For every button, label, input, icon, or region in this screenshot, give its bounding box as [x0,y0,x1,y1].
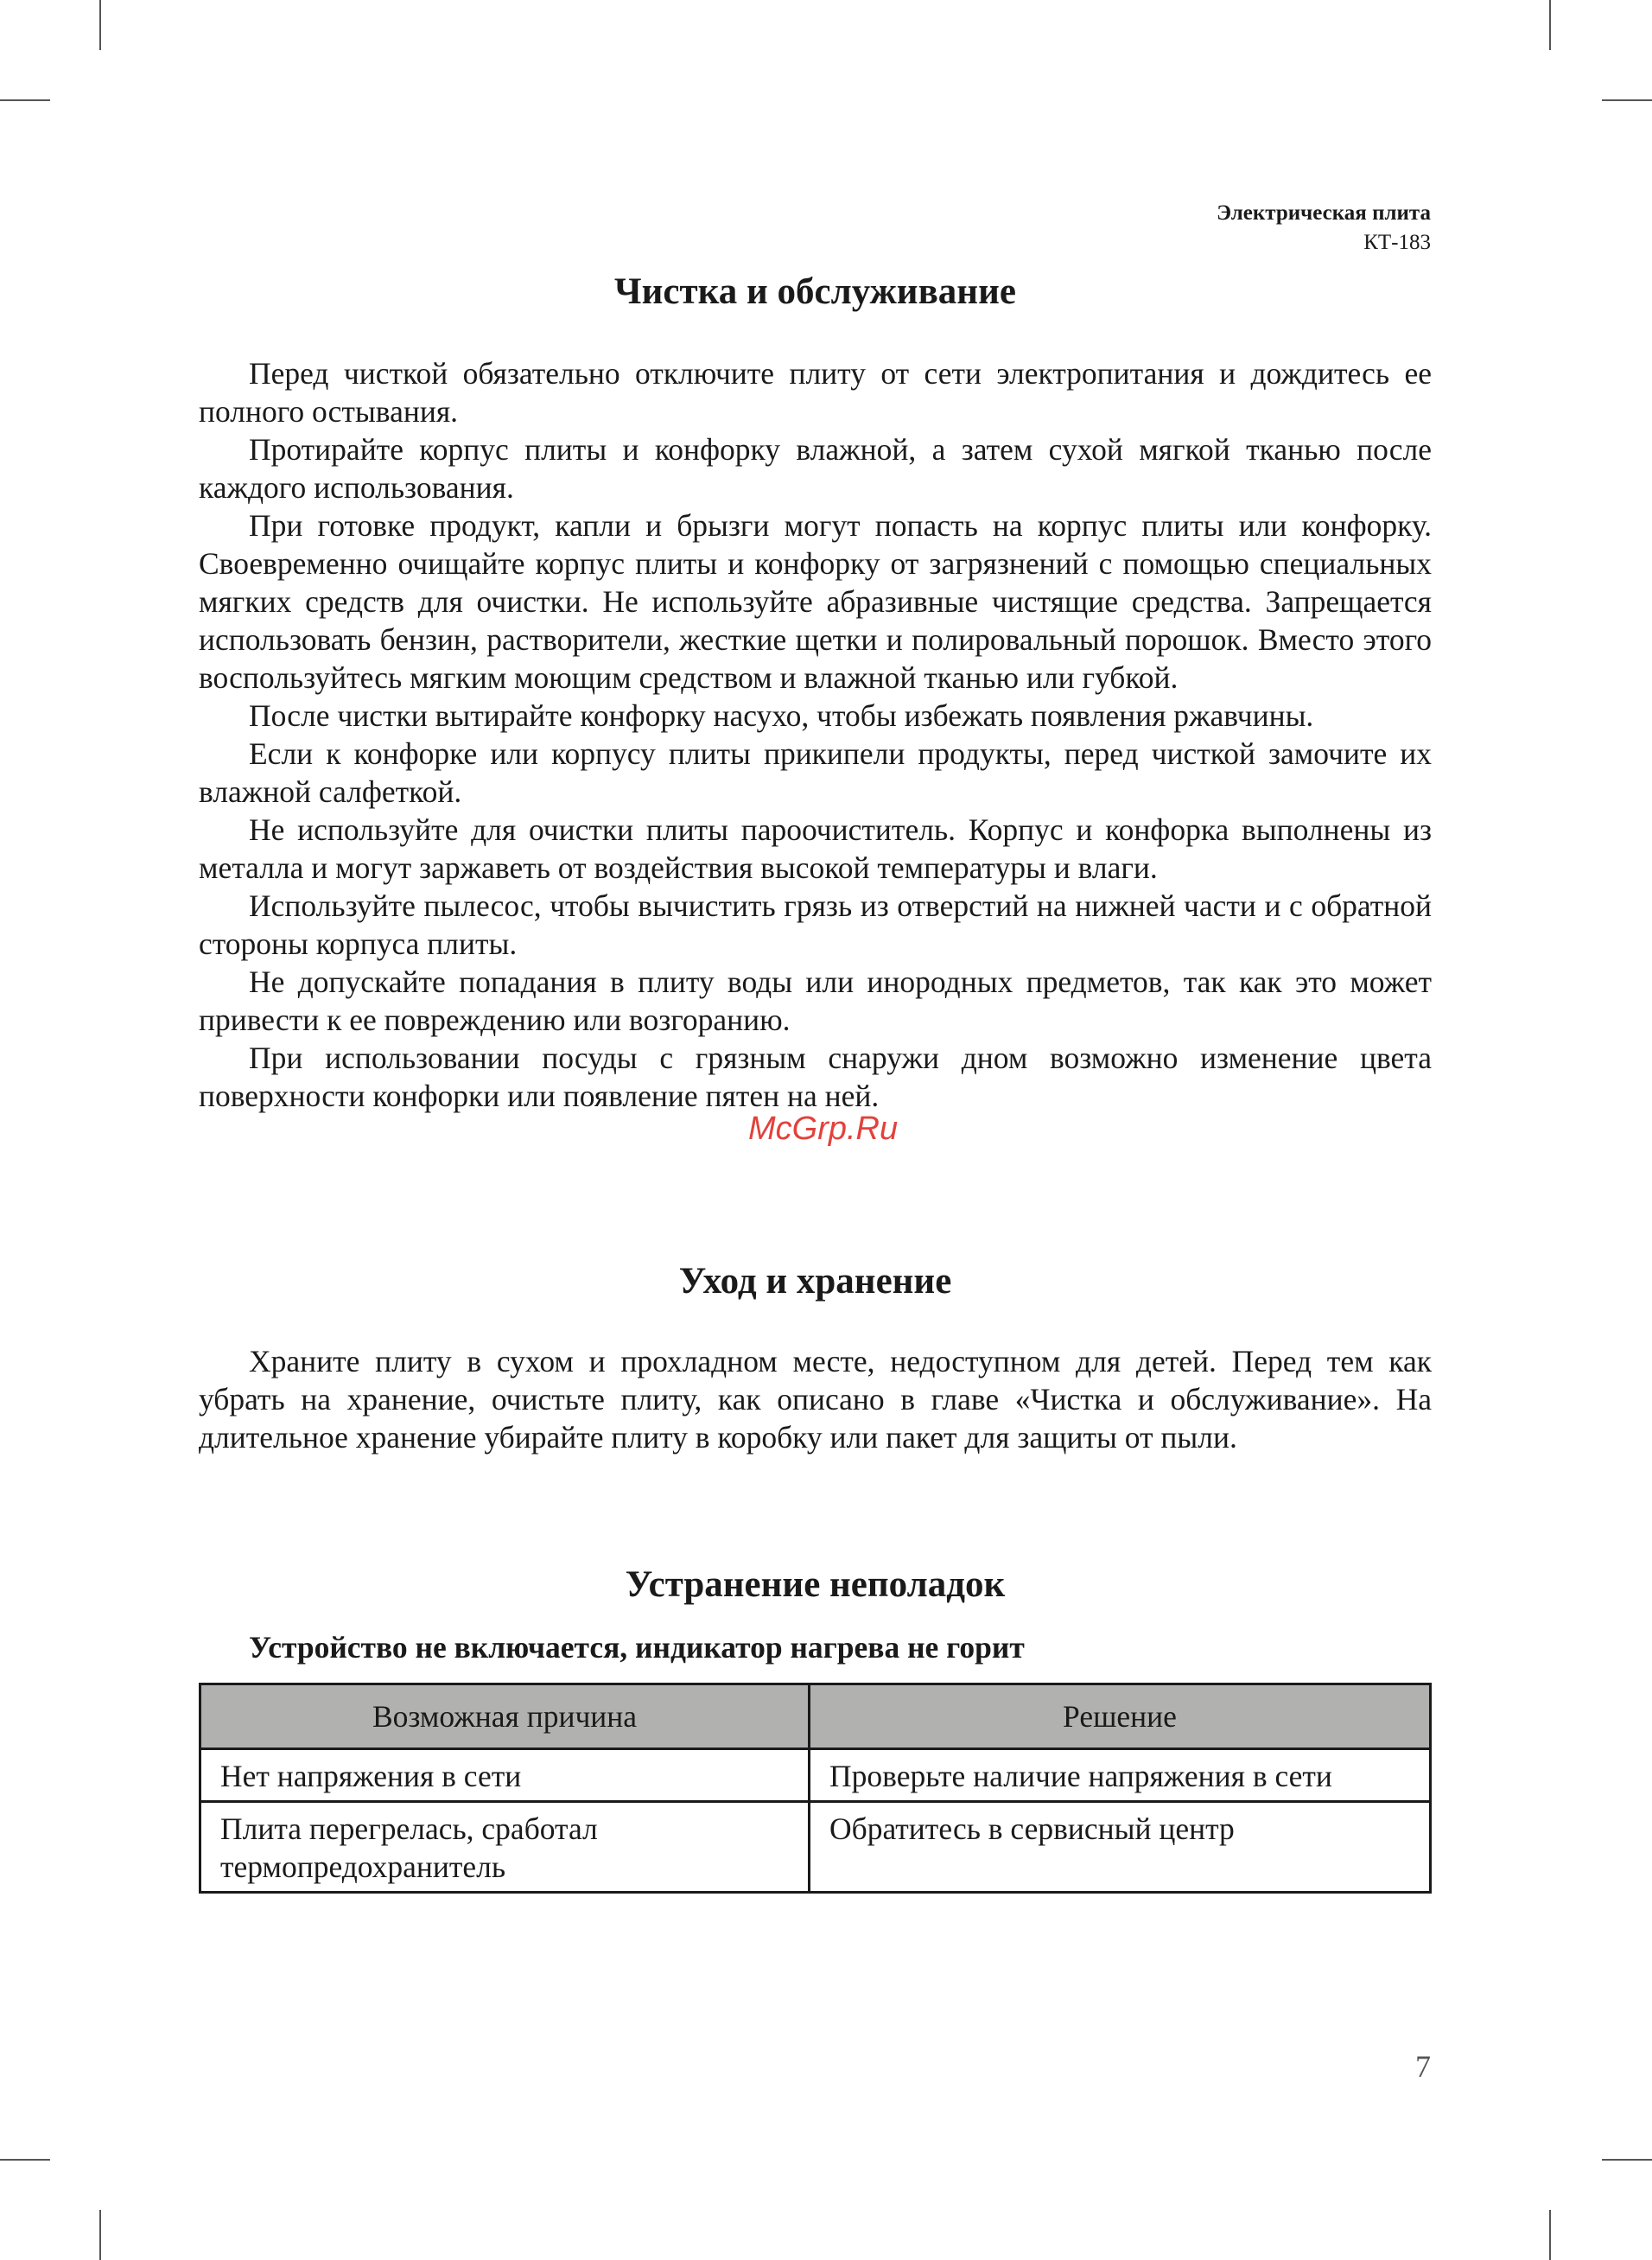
cleaning-body [199,354,1432,1115]
crop-mark-bottom-right [1549,2210,1551,2260]
running-header [1217,199,1431,258]
solution-cell: Обратитесь в сервисный центр [810,1802,1431,1893]
table-header-row [200,1684,1431,1749]
cleaning-paragraph: При использовании посуды с грязным снаружи дном возможно изменение цвета поверхности конфорки или появление пятен на ней. [199,1041,1432,1113]
troubleshooting-table [199,1683,1432,1894]
crop-mark-bottom-left-h [0,2159,50,2161]
cleaning-paragraph: При готовке продукт, капли и брызги могут попасть на корпус плиты или конфорку. Своевременно очищайте корпус плиты и конфорку от загрязнений с помощью специальных мягких средств для очистки. Не используйте абразивные чистящие средства. Запрещается использовать бензин, растворители, жесткие щетки и полировальный порошок. Вместо этого воспользуйтесь мягким моющим средством и влажной тканью или губкой. [199,508,1432,695]
page-number: 7 [1415,2049,1431,2084]
column-header-solution: Решение [810,1684,1431,1749]
table-row [200,1749,1431,1802]
header-doc-type: Электрическая плита [1217,201,1431,225]
cleaning-paragraph: Протирайте корпус плиты и конфорку влажной, а затем сухой мягкой тканью после каждого использования. [199,432,1432,505]
crop-mark-bottom-right-h [1602,2159,1652,2161]
crop-mark-top-right [1549,0,1551,50]
storage-body [199,1342,1432,1456]
crop-mark-bottom-left [99,2210,101,2260]
cause-cell: Плита перегрелась, сработал термопредохранитель [200,1802,810,1893]
solution-cell: Проверьте наличие напряжения в сети [810,1749,1431,1802]
storage-title: Уход и хранение [678,1261,952,1302]
header-model: КТ-183 [1363,231,1431,254]
cleaning-paragraph: Не допускайте попадания в плиту воды или инородных предметов, так как это может привести к ее повреждению или возгоранию. [199,964,1432,1037]
cleaning-paragraph: Используйте пылесос, чтобы вычистить грязь из отверстий на нижней части и с обратной стороны корпуса плиты. [199,888,1432,961]
column-header-cause: Возможная причина [200,1684,810,1749]
storage-paragraph: Храните плиту в сухом и прохладном месте, недоступном для детей. Перед тем как убрать на хранение, очистьте плиту, как описано в главе «Чистка и обслуживание». На длительное хранение убирайте плиту в коробку или пакет для защиты от пыли. [199,1344,1432,1455]
crop-mark-top-right-h [1602,99,1652,101]
cause-cell: Нет напряжения в сети [200,1749,810,1802]
problem-heading: Устройство не включается, индикатор нагрева не горит [249,1630,1025,1665]
table-row [200,1802,1431,1893]
cleaning-paragraph: Не используйте для очистки плиты пароочиститель. Корпус и конфорка выполнены из металла и могут заржаветь от воздействия высокой температуры и влаги. [199,812,1432,885]
cleaning-paragraph: Если к конфорке или корпусу плиты прикипели продукты, перед чисткой замочите их влажной салфеткой. [199,736,1432,809]
cleaning-paragraph: После чистки вытирайте конфорку насухо, чтобы избежать появления ржавчины. [249,698,1314,733]
watermark: McGrp.Ru [748,1111,899,1147]
cleaning-paragraph: Перед чисткой обязательно отключите плиту от сети электропитания и дождитесь ее полного остывания. [199,356,1432,429]
troubleshooting-title: Устранение неполадок [625,1564,1006,1605]
cleaning-title: Чистка и обслуживание [614,271,1016,312]
crop-mark-top-left [99,0,101,50]
crop-mark-top-left-h [0,99,50,101]
